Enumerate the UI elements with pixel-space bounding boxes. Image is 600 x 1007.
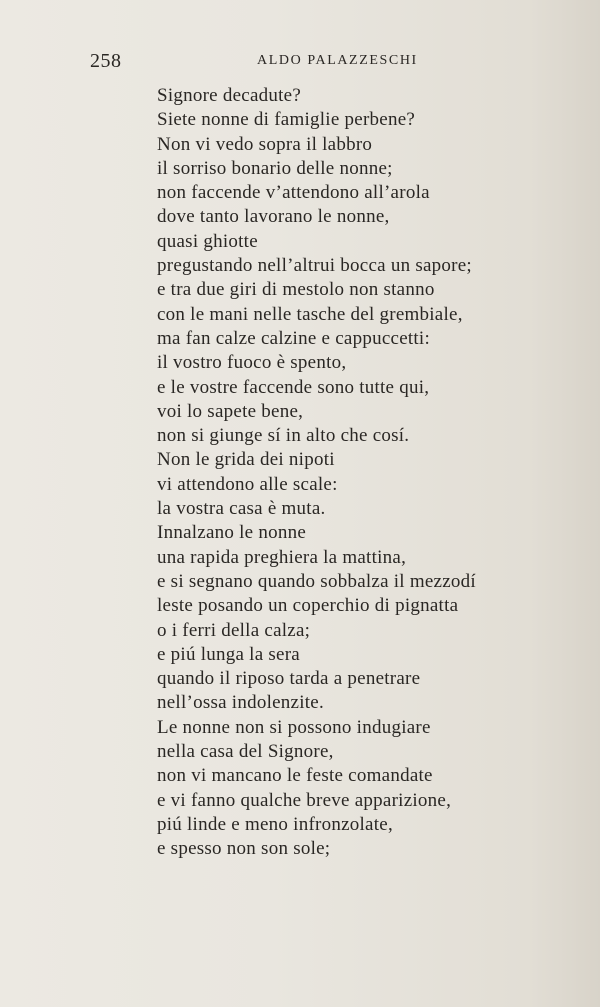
poem-line: e spesso non son sole; xyxy=(157,838,331,860)
poem-line: non vi mancano le feste comandate xyxy=(157,765,433,787)
poem-line: non si giunge sí in alto che cosí. xyxy=(157,425,410,447)
poem-line: pregustando nell’altrui bocca un sapore; xyxy=(157,255,472,277)
poem-line: o i ferri della calza; xyxy=(157,619,311,641)
poem-line: con le mani nelle tasche del grembiale, xyxy=(157,303,463,325)
poem-line: Non le grida dei nipoti xyxy=(157,449,335,471)
poem-line: quando il riposo tarda a penetrare xyxy=(157,668,421,690)
poem-line: leste posando un coperchio di pignatta xyxy=(157,595,459,617)
page-number: 258 xyxy=(90,50,122,72)
poem-line: Le nonne non si possono indugiare xyxy=(157,716,431,738)
poem-line: dove tanto lavorano le nonne, xyxy=(157,206,390,228)
poem-line: piú linde e meno infronzolate, xyxy=(157,813,393,835)
poem-line: e le vostre faccende sono tutte qui, xyxy=(157,376,430,398)
poem-line: una rapida preghiera la mattina, xyxy=(157,546,407,568)
poem-body xyxy=(157,84,476,862)
poem-line: voi lo sapete bene, xyxy=(157,400,304,422)
poem-line: e piú lunga la sera xyxy=(157,643,300,665)
poem-line: il vostro fuoco è spento, xyxy=(157,352,347,374)
poem-line: Innalzano le nonne xyxy=(157,522,307,544)
poem-line: quasi ghiotte xyxy=(157,230,258,252)
poem-line: Signore decadute? xyxy=(157,85,302,106)
poem-line: il sorriso bonario delle nonne; xyxy=(157,157,393,179)
poem-line: la vostra casa è muta. xyxy=(157,498,326,520)
poem-line: Non vi vedo sopra il labbro xyxy=(157,133,373,155)
poem-line: vi attendono alle scale: xyxy=(157,473,338,495)
poem-line: e vi fanno qualche breve apparizione, xyxy=(157,789,452,811)
poem-line: e si segnano quando sobbalza il mezzodí xyxy=(157,570,476,592)
running-head: ALDO PALAZZESCHI xyxy=(257,53,418,68)
poem-line: e tra due giri di mestolo non stanno xyxy=(157,279,435,301)
poem-line: nella casa del Signore, xyxy=(157,741,334,763)
poem-line: non faccende v’attendono all’arola xyxy=(157,182,430,204)
poem-line: nell’ossa indolenzite. xyxy=(157,692,324,714)
poem-line: ma fan calze calzine e cappuccetti: xyxy=(157,327,430,349)
poem-line: Siete nonne di famiglie perbene? xyxy=(157,109,416,131)
